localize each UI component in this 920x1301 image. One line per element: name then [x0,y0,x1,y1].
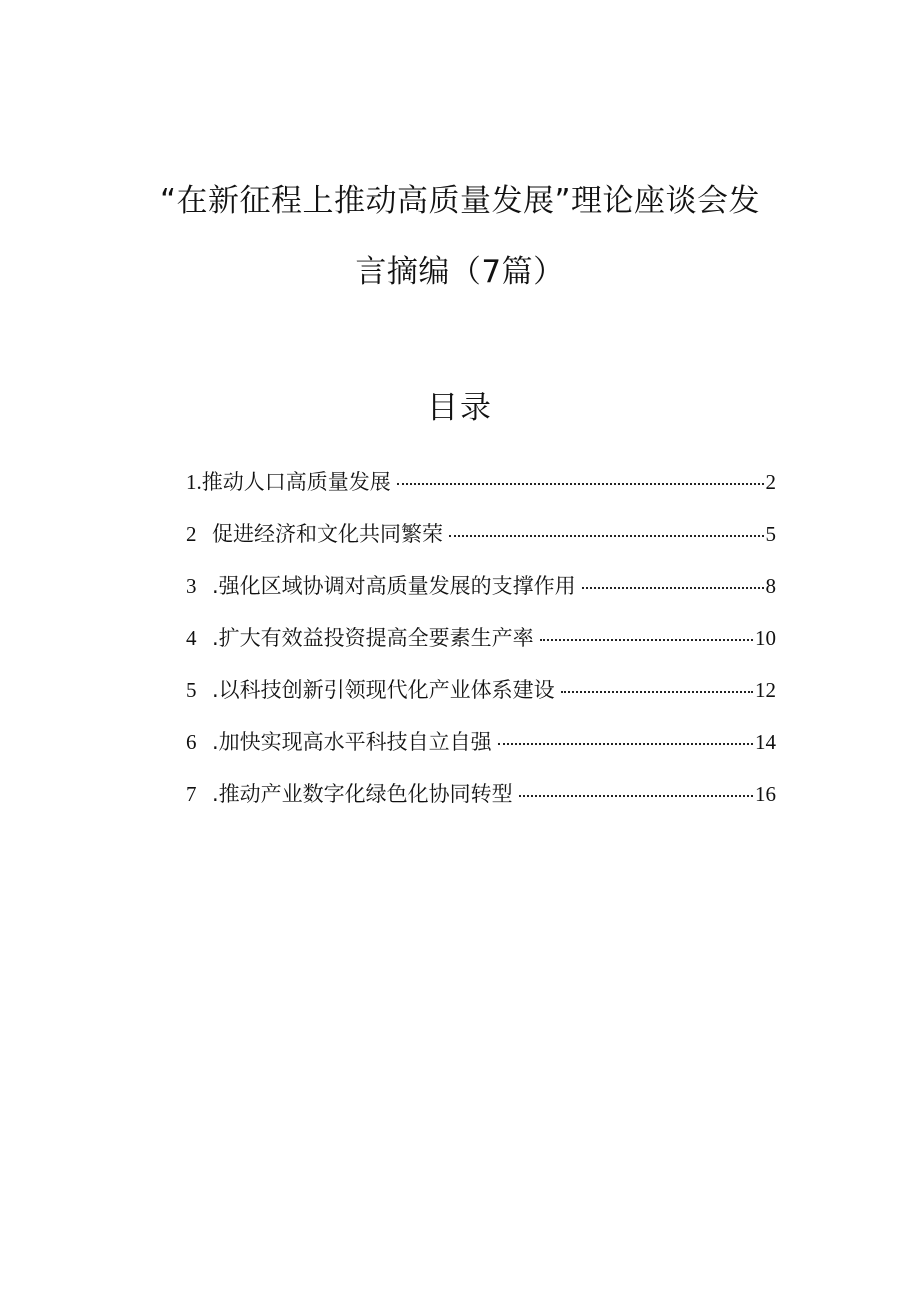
toc-entry-label: .推动产业数字化绿色化协同转型 [212,782,513,806]
toc-dot-leader [397,482,764,485]
toc-entry[interactable] [186,518,776,570]
toc-entry-label: 推动人口高质量发展 [201,470,391,494]
toc-entry-page: 14 [755,730,776,754]
toc-entry[interactable] [186,466,776,518]
toc-entry-label: .加快实现高水平科技自立自强 [212,730,492,754]
toc-entry-label: .以科技创新引领现代化产业体系建设 [212,678,555,702]
toc-entry-number: 5 [186,678,197,702]
toc-entry-page: 5 [765,522,776,546]
toc-entry-number: 1. [186,470,202,494]
toc-entry-page: 2 [765,470,776,494]
toc-dot-leader [519,794,753,797]
toc-dot-leader [540,638,753,641]
toc-heading: 目录 [427,390,493,426]
toc-entry-number: 4 [186,626,197,650]
toc-entry-page: 10 [755,626,776,650]
toc-dot-leader [498,742,753,745]
toc-entry-page: 12 [755,678,776,702]
toc-entry-page: 8 [765,574,776,598]
toc-dot-leader [582,586,764,589]
toc-entry-number: 6 [186,730,197,754]
toc-entry-label: 促进经济和文化共同繁荣 [212,522,443,546]
document-title-line-2: 言摘编（7篇） [355,254,565,290]
toc-dot-leader [561,690,753,693]
toc-entry-page: 16 [755,782,776,806]
toc-entry-number: 3 [186,574,197,598]
toc-entry-label: .扩大有效益投资提高全要素生产率 [212,626,534,650]
table-of-contents [186,466,776,830]
toc-entry[interactable] [186,570,776,622]
toc-entry[interactable] [186,622,776,674]
toc-entry-number: 7 [186,782,197,806]
toc-entry[interactable] [186,674,776,726]
toc-entry-label: .强化区域协调对高质量发展的支撑作用 [212,574,576,598]
toc-entry[interactable] [186,778,776,830]
document-title-line-1: “在新征程上推动高质量发展”理论座谈会发 [159,183,761,219]
toc-entry-number: 2 [186,522,197,546]
toc-entry[interactable] [186,726,776,778]
toc-dot-leader [449,534,764,537]
